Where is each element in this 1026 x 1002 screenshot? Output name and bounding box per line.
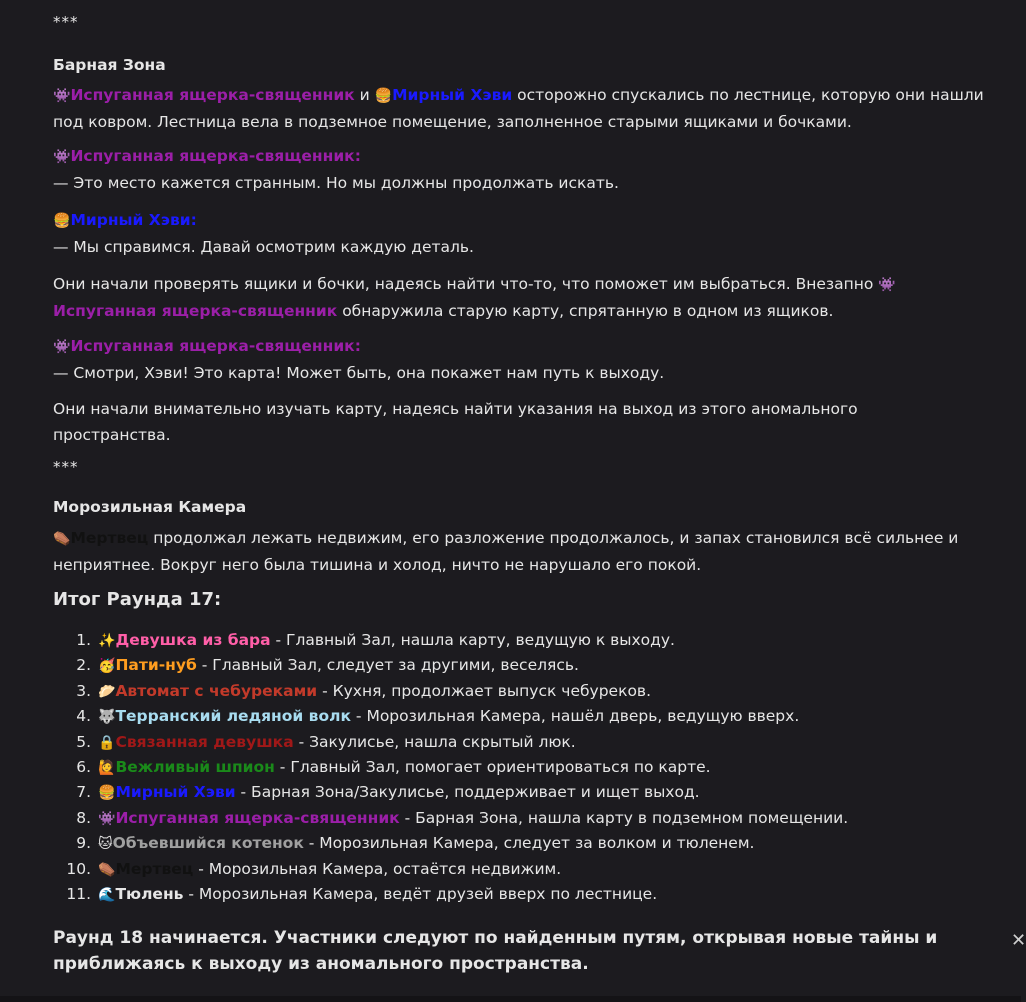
character-status: - Главный Зал, помогает ориентироваться по карте.: [274, 757, 711, 776]
text: продолжал лежать недвижим, его разложение продолжалось, и запах становился всё сильнее и: [148, 529, 959, 547]
section-heading-bar: Барная Зона: [53, 56, 166, 74]
character-status: - Морозильная Камера, следует за волком и тюленем.: [303, 834, 755, 853]
character-name: Вежливый шпион: [115, 757, 275, 776]
text: приближаясь к выходу из аномального пространства.: [53, 954, 589, 974]
list-number: 5.: [76, 732, 91, 751]
alien-monster-icon: 👾: [53, 339, 71, 355]
list-item: [53, 806, 848, 831]
coffin-icon: ⚰️: [98, 861, 116, 878]
bottom-bar: [0, 996, 1021, 1002]
character-name: Мертвец: [115, 859, 194, 878]
paragraph-freezer: [53, 526, 988, 578]
summary-list: [53, 628, 848, 907]
character-name: Испуганная ящерка-священник: [115, 808, 400, 827]
speaker-name-hevi: Мирный Хэви:: [70, 211, 197, 229]
character-status: - Кухня, продолжает выпуск чебуреков.: [317, 681, 651, 700]
character-status: - Главный Зал, следует за другими, веселясь.: [196, 656, 579, 675]
dialogue-line: — Это место кажется странным. Но мы должны продолжать искать.: [53, 173, 619, 192]
list-item: [53, 780, 848, 805]
list-item: [53, 857, 848, 882]
character-status: - Барная Зона, нашла карту в подземном помещении.: [399, 808, 849, 827]
character-status: - Морозильная Камера, ведёт друзей вверх по лестнице.: [183, 884, 658, 903]
text: обнаружила старую карту, спрятанную в одном из ящиков.: [337, 301, 834, 320]
character-name: Объевшийся котенок: [112, 834, 304, 853]
burger-icon: 🍔: [374, 88, 393, 104]
list-number: 2.: [76, 656, 91, 675]
coffin-icon: ⚰️: [53, 531, 71, 547]
dialogue-line: — Смотри, Хэви! Это карта! Может быть, она покажет нам путь к выходу.: [53, 363, 665, 382]
list-item: [53, 653, 848, 678]
list-item: [53, 679, 848, 704]
separator: ***: [53, 13, 79, 31]
character-name-lizard: Испуганная ящерка-священник: [53, 301, 338, 320]
list-number: 11.: [66, 884, 91, 903]
water-wave-icon: 🌊: [98, 886, 116, 903]
character-status: - Главный Зал, нашла карту, ведущую к выходу.: [270, 631, 675, 649]
text: осторожно спускались по лестнице, которую они нашли: [512, 86, 984, 104]
character-name: Терранский ледяной волк: [115, 707, 351, 726]
alien-monster-icon: 👾: [98, 810, 116, 827]
speaker-name-lizard: Испуганная ящерка-священник:: [70, 147, 361, 165]
person-raising-hand-icon: 🙋: [98, 759, 116, 776]
burger-icon: 🍔: [98, 785, 116, 802]
round-announcement: [53, 925, 993, 977]
burger-icon: 🍔: [53, 213, 71, 229]
list-item: [53, 882, 848, 907]
paragraph-bar-intro: [53, 83, 988, 135]
character-name: Пати-нуб: [115, 656, 197, 675]
party-face-icon: 🥳: [98, 658, 116, 675]
alien-monster-icon: 👾: [53, 149, 71, 165]
dumpling-icon: 🥟: [98, 683, 116, 700]
character-name-lizard: Испуганная ящерка-священник: [70, 86, 355, 104]
cat-face-icon: 🐱: [98, 836, 113, 853]
text: неприятнее. Вокруг него была тишина и холод, ничто не нарушало его покой.: [53, 555, 702, 574]
text: Они начали проверять ящики и бочки, надеясь найти что-то, что поможет им выбраться. Внезапно: [53, 275, 879, 293]
list-number: 8.: [76, 808, 91, 827]
speaker-line: [53, 334, 988, 386]
character-name: Девушка из бара: [115, 631, 271, 649]
list-number: 9.: [76, 834, 91, 853]
character-status: - Морозильная Камера, нашёл дверь, ведущую вверх.: [351, 707, 800, 726]
character-name: Автомат с чебуреками: [115, 681, 318, 700]
list-item: [53, 730, 848, 755]
character-status: - Морозильная Камера, остаётся недвижим.: [193, 859, 562, 878]
character-name: Тюлень: [115, 884, 184, 903]
alien-monster-icon: 👾: [878, 277, 896, 293]
list-number: 3.: [76, 681, 91, 700]
list-item: [53, 628, 848, 653]
list-number: 4.: [76, 707, 91, 726]
separator: ***: [53, 458, 79, 476]
dialogue-line: — Мы справимся. Давай осмотрим каждую деталь.: [53, 237, 474, 256]
list-item: [53, 755, 848, 780]
text: и: [354, 86, 375, 104]
list-number: 7.: [76, 783, 91, 802]
list-number: 6.: [76, 757, 91, 776]
list-item: [53, 831, 848, 856]
text: Раунд 18 начинается. Участники следуют по найденным путям, открывая новые тайны и: [53, 928, 938, 948]
speaker-line: [53, 144, 988, 196]
character-name: Мирный Хэви: [115, 783, 236, 802]
list-item: [53, 704, 848, 729]
character-name-hevi: Мирный Хэви: [392, 86, 513, 104]
wolf-icon: 🐺: [98, 709, 116, 726]
sparkles-icon: ✨: [98, 633, 116, 649]
lock-icon: 🔒: [98, 734, 116, 751]
list-number: 1.: [76, 631, 91, 649]
text: под ковром. Лестница вела в подземное помещение, заполненное старыми ящиками и бочками.: [53, 112, 852, 131]
speaker-line: [53, 208, 988, 260]
paragraph-bar-search: [53, 272, 988, 324]
text: Они начали внимательно изучать карту, надеясь найти указания на выход из этого аномального: [53, 400, 858, 418]
section-heading-freezer: Морозильная Камера: [53, 498, 247, 516]
character-name-dead: Мертвец: [70, 529, 149, 547]
character-status: - Барная Зона/Закулисье, поддерживает и ищет выход.: [235, 783, 700, 802]
summary-title: Итог Раунда 17:: [53, 589, 222, 610]
paragraph-bar-map: [53, 397, 988, 448]
character-status: - Закулисье, нашла скрытый люк.: [293, 732, 576, 751]
speaker-name-lizard: Испуганная ящерка-священник:: [70, 337, 361, 355]
text: пространства.: [53, 425, 171, 444]
character-name: Связанная девушка: [115, 732, 294, 751]
close-icon[interactable]: ✕: [1011, 930, 1026, 951]
list-number: 10.: [66, 859, 91, 878]
alien-monster-icon: 👾: [53, 88, 71, 104]
